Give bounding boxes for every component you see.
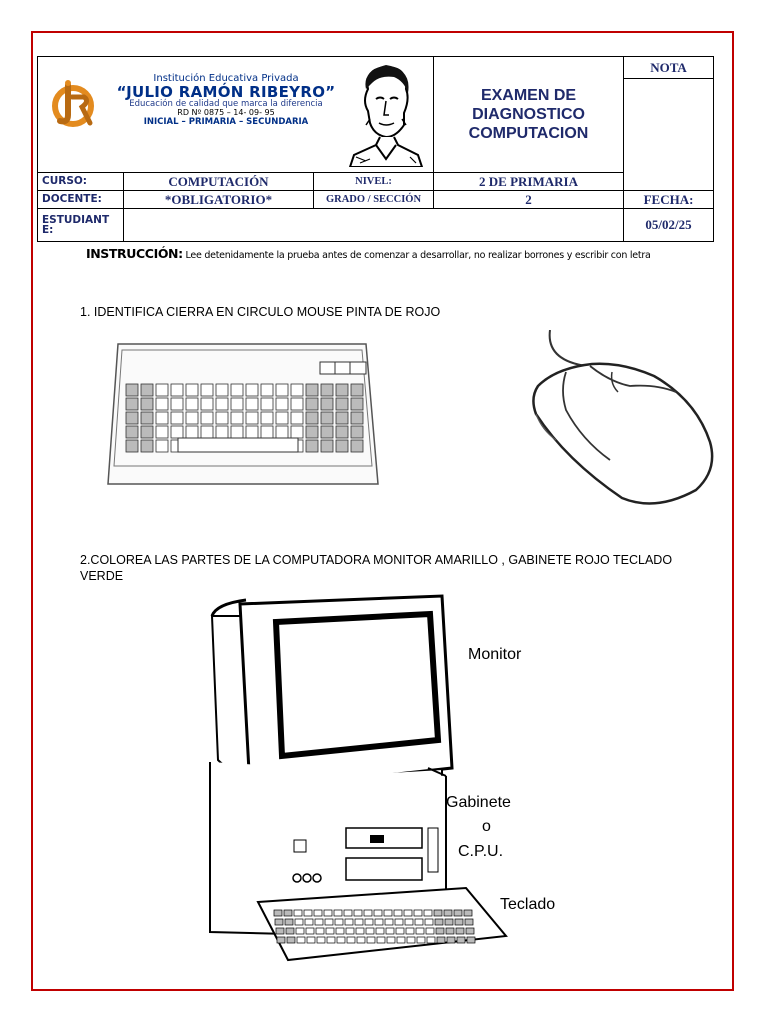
key (304, 910, 312, 916)
key (425, 919, 433, 925)
question-2: 2.COLOREA LAS PARTES DE LA COMPUTADORA MONITOR AMARILLO , GABINETE ROJO TECLADO VERDE (80, 553, 673, 583)
key (346, 928, 354, 934)
key (201, 412, 213, 424)
school-slogan: Educación de calidad que marca la diferencia (129, 99, 323, 110)
header-table (37, 56, 714, 242)
key (231, 426, 243, 438)
nivel-value: 2 DE PRIMARIA (434, 173, 624, 191)
key (336, 398, 348, 410)
key (261, 384, 273, 396)
key (186, 398, 198, 410)
key (171, 426, 183, 438)
instruction (86, 246, 651, 261)
key (141, 384, 153, 396)
key (321, 384, 333, 396)
key (305, 919, 313, 925)
key (367, 937, 375, 943)
key (347, 937, 355, 943)
key (336, 412, 348, 424)
exam-title (434, 57, 624, 173)
key (387, 937, 395, 943)
key (377, 937, 385, 943)
nota-cell (624, 57, 714, 191)
key (291, 384, 303, 396)
key (126, 384, 138, 396)
key (306, 398, 318, 410)
curso-label: CURSO: (38, 173, 124, 191)
key (415, 919, 423, 925)
key (356, 928, 364, 934)
key (444, 910, 452, 916)
key (366, 928, 374, 934)
key (307, 937, 315, 943)
fecha-value: 05/02/25 (624, 209, 714, 242)
key (357, 937, 365, 943)
key (246, 426, 258, 438)
key (126, 426, 138, 438)
key (201, 384, 213, 396)
key (364, 910, 372, 916)
key (315, 919, 323, 925)
key (277, 937, 285, 943)
key (336, 928, 344, 934)
key (231, 398, 243, 410)
key (285, 919, 293, 925)
key (295, 919, 303, 925)
key (351, 440, 363, 452)
key (231, 412, 243, 424)
o-label: o (482, 818, 491, 835)
key (354, 910, 362, 916)
estudiante-value[interactable] (124, 209, 624, 242)
key (456, 928, 464, 934)
key (427, 937, 435, 943)
key (275, 919, 283, 925)
key (156, 440, 168, 452)
key (261, 398, 273, 410)
key (445, 919, 453, 925)
key (336, 440, 348, 452)
docente-label: DOCENTE: (38, 191, 124, 209)
key (344, 910, 352, 916)
school-info (116, 74, 336, 126)
instruction-label: INSTRUCCIÓN: (86, 246, 183, 261)
school-kind: Institución Educativa Privada (153, 73, 299, 84)
key (216, 398, 228, 410)
key (276, 398, 288, 410)
key (231, 384, 243, 396)
key (156, 426, 168, 438)
key (321, 412, 333, 424)
key (404, 910, 412, 916)
school-name: “JULIO RAMÓN RIBEYRO” (116, 82, 336, 101)
key (306, 440, 318, 452)
key (306, 426, 318, 438)
key (375, 919, 383, 925)
key (324, 910, 332, 916)
key (141, 440, 153, 452)
key (465, 919, 473, 925)
key (306, 412, 318, 424)
school-rd: RD Nº 0875 – 14- 09- 95 (177, 108, 275, 118)
key (385, 919, 393, 925)
exam-header (37, 56, 713, 242)
key (446, 928, 454, 934)
key (201, 426, 213, 438)
key (156, 398, 168, 410)
key (386, 928, 394, 934)
key (407, 937, 415, 943)
key (405, 919, 413, 925)
key (126, 440, 138, 452)
school-cell (38, 57, 434, 173)
curso-value: COMPUTACIÓN (124, 173, 314, 191)
key (335, 919, 343, 925)
key (351, 398, 363, 410)
key (384, 910, 392, 916)
key (321, 426, 333, 438)
key (156, 384, 168, 396)
key (141, 426, 153, 438)
mouse-illustration[interactable] (526, 330, 716, 508)
key (276, 928, 284, 934)
keyboard-illustration[interactable] (104, 338, 380, 490)
key (454, 910, 462, 916)
school-levels: INICIAL – PRIMARIA – SECUNDARIA (143, 116, 309, 127)
key (426, 928, 434, 934)
key (414, 910, 422, 916)
key (314, 910, 322, 916)
key (416, 928, 424, 934)
fecha-label: FECHA: (624, 191, 714, 209)
exam-title-line3: COMPUTACION (468, 125, 589, 143)
gabinete-label: Gabinete (446, 794, 511, 811)
key (284, 910, 292, 916)
key (274, 910, 282, 916)
key (365, 919, 373, 925)
key (334, 910, 342, 916)
key (374, 910, 382, 916)
key (287, 937, 295, 943)
key (424, 910, 432, 916)
key (171, 398, 183, 410)
exam-title-line1: EXAMEN DE (480, 86, 577, 104)
school-logo-icon (48, 79, 98, 131)
key (296, 928, 304, 934)
key (467, 937, 475, 943)
key (351, 384, 363, 396)
key (464, 910, 472, 916)
nota-label: NOTA (624, 57, 713, 79)
key (246, 398, 258, 410)
key (216, 384, 228, 396)
key (345, 919, 353, 925)
docente-value: *OBLIGATORIO* (124, 191, 314, 209)
key (216, 426, 228, 438)
key (246, 412, 258, 424)
key (397, 937, 405, 943)
question-1: 1. IDENTIFICA CIERRA EN CIRCULO MOUSE PINTA DE ROJO (80, 305, 441, 319)
key (321, 440, 333, 452)
key (126, 412, 138, 424)
exam-title-line2: DIAGNOSTICO (472, 105, 585, 123)
key (351, 412, 363, 424)
key (326, 928, 334, 934)
key (291, 398, 303, 410)
portrait-illustration (346, 63, 426, 167)
key (351, 426, 363, 438)
key (297, 937, 305, 943)
key (376, 928, 384, 934)
key (126, 398, 138, 410)
key (286, 928, 294, 934)
key (261, 426, 273, 438)
key (186, 412, 198, 424)
key (141, 412, 153, 424)
key (336, 384, 348, 396)
key (291, 426, 303, 438)
key (171, 384, 183, 396)
key (306, 928, 314, 934)
key (246, 384, 258, 396)
key (327, 937, 335, 943)
cpu-label: C.P.U. (458, 843, 504, 860)
key (437, 937, 445, 943)
key (276, 412, 288, 424)
key (321, 398, 333, 410)
key (435, 919, 443, 925)
monitor-label: Monitor (468, 646, 522, 663)
key (417, 937, 425, 943)
key (396, 928, 404, 934)
key (406, 928, 414, 934)
key (436, 928, 444, 934)
key (201, 398, 213, 410)
estudiante-label: ESTUDIANT E: (38, 209, 124, 242)
key (316, 928, 324, 934)
key (355, 919, 363, 925)
key (216, 412, 228, 424)
key (156, 412, 168, 424)
key (171, 412, 183, 424)
key (337, 937, 345, 943)
teclado-label: Teclado (500, 896, 556, 913)
instruction-text: Lee detenidamente la prueba antes de comenzar a desarrollar, no realizar borrones y escribir con letra (185, 250, 651, 261)
key (394, 910, 402, 916)
key (276, 426, 288, 438)
key (294, 910, 302, 916)
grado-label: GRADO / SECCIÓN (314, 191, 434, 209)
key (457, 937, 465, 943)
key (261, 412, 273, 424)
nivel-label: NIVEL: (314, 173, 434, 191)
key (306, 384, 318, 396)
key (186, 384, 198, 396)
key (455, 919, 463, 925)
key (317, 937, 325, 943)
key (325, 919, 333, 925)
key (141, 398, 153, 410)
key (447, 937, 455, 943)
key (336, 426, 348, 438)
key (291, 412, 303, 424)
key (466, 928, 474, 934)
key (276, 384, 288, 396)
key (186, 426, 198, 438)
key (395, 919, 403, 925)
grado-value: 2 (434, 191, 624, 209)
key (434, 910, 442, 916)
